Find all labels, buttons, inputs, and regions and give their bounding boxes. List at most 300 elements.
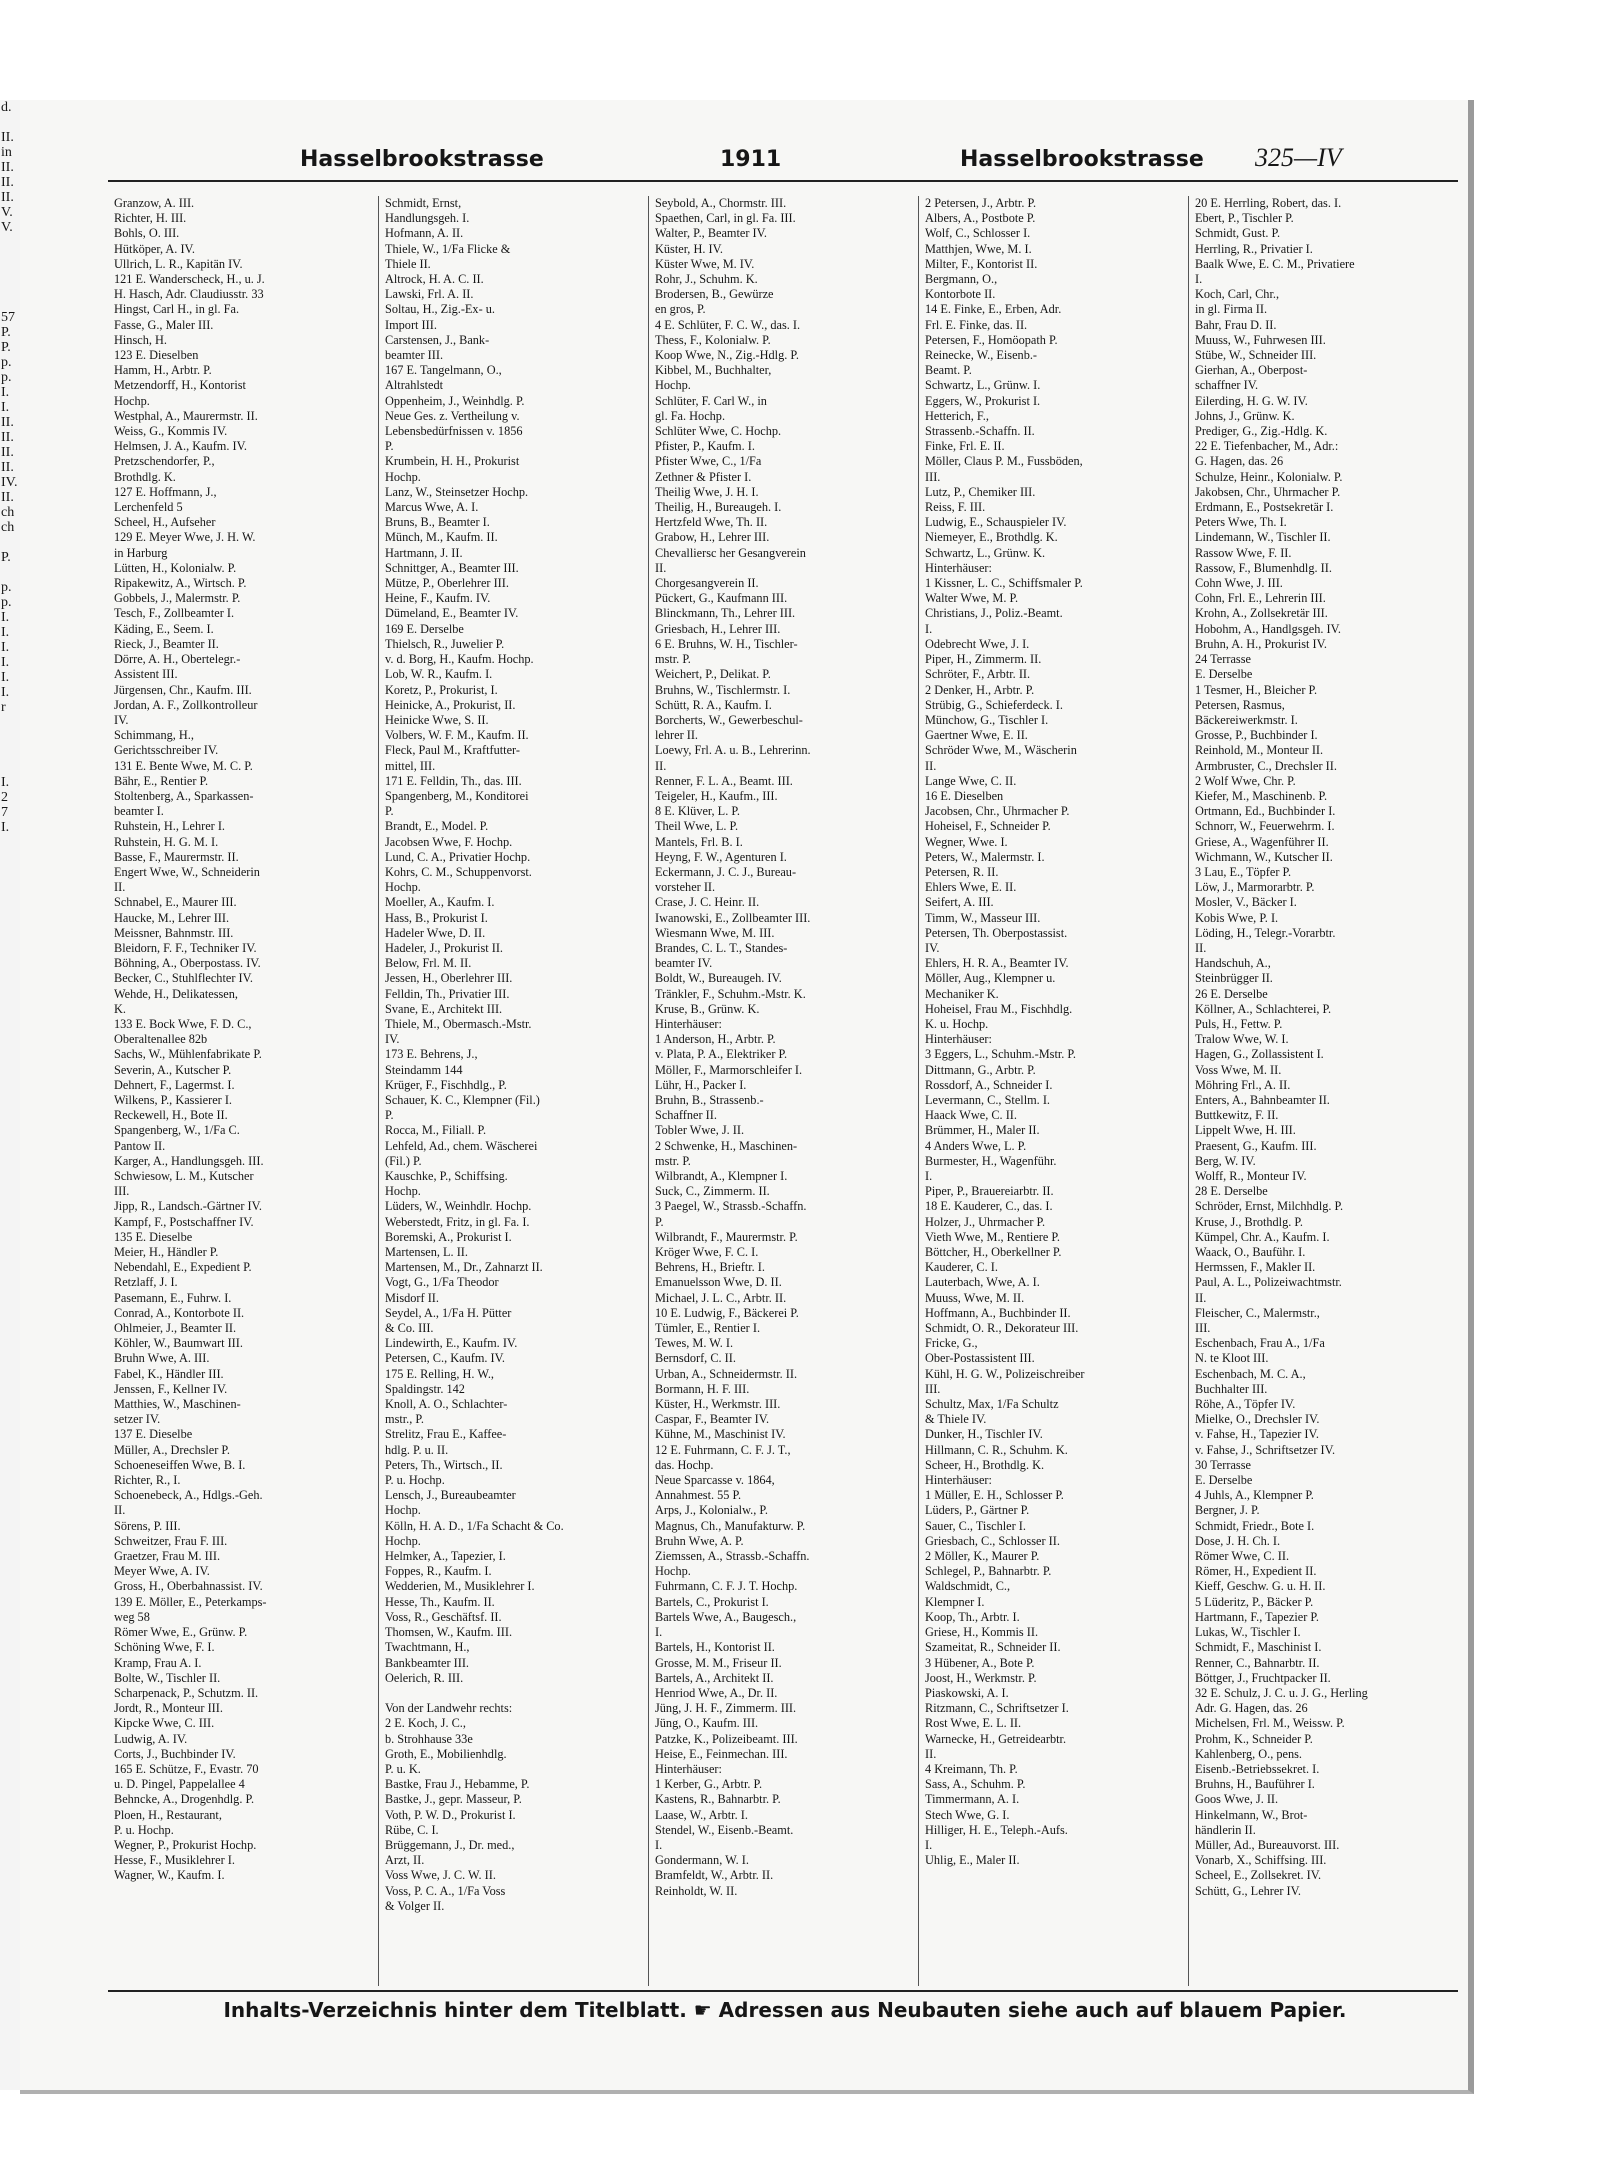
directory-entry-line: Schwartz, L., Grünw. K. [925, 545, 1046, 560]
directory-entry-line: IV. [925, 940, 940, 955]
directory-entry-line: Warnecke, H., Getreidearbtr. [925, 1731, 1067, 1746]
directory-entry-line: 173 E. Behrens, J., [385, 1047, 478, 1062]
directory-entry-line: P. u. Hochp. [114, 1822, 174, 1837]
directory-entry-line: Teigeler, H., Kaufm., III. [655, 788, 778, 803]
directory-entry-line: Fasse, G., Maler III. [114, 317, 214, 332]
adjacent-page-strip [0, 100, 22, 2090]
directory-entry-line: Böhning, A., Oberpostass. IV. [114, 956, 261, 971]
directory-entry-line: Küster, H., Werkmstr. III. [655, 1397, 781, 1412]
directory-entry-line: Muuss, W., Fuhrwesen III. [1195, 332, 1326, 347]
directory-entry-line: Hochp. [655, 378, 691, 393]
directory-entry-line: Griesbach, H., Lehrer III. [655, 621, 781, 636]
directory-entry-line: Bruhn Wwe, A. III. [114, 1351, 210, 1366]
directory-entry-line: Piper, P., Brauereiarbtr. II. [925, 1184, 1054, 1199]
directory-entry-line: Mechaniker K. [925, 986, 999, 1001]
adjacent-page-fragment: I. [1, 400, 10, 415]
directory-entry-line: Koch, Carl, Chr., [1195, 287, 1280, 302]
directory-entry-line: Hillmann, C. R., Schuhm. K. [925, 1442, 1068, 1457]
directory-entry-line: Frl. E. Finke, das. II. [925, 317, 1028, 332]
header-street-right: Hasselbrookstrasse [960, 147, 1204, 172]
directory-entry-line: Carstensen, J., Bank- [385, 332, 490, 347]
directory-entry-line: II. [655, 560, 667, 575]
directory-entry-line: Retzlaff, J. I. [114, 1275, 178, 1290]
directory-entry-line: I. [1195, 272, 1203, 287]
directory-entry-line: 2 Denker, H., Arbtr. P. [925, 682, 1035, 697]
directory-entry-line: Hinterhäuser: [925, 560, 992, 575]
directory-entry-line: II. [1195, 1290, 1207, 1305]
directory-entry-line: Matthjen, Wwe, M. I. [925, 241, 1032, 256]
directory-entry-line: Oelerich, R. III. [385, 1670, 464, 1685]
directory-entry-line: Bahr, Frau D. II. [1195, 317, 1277, 332]
directory-entry-line: Uhlig, E., Maler II. [925, 1853, 1020, 1868]
directory-entry-line: Schröder Wwe, M., Wäscherin [925, 743, 1077, 758]
directory-entry-line: Münchow, G., Tischler I. [925, 712, 1049, 727]
directory-entry-line: Pfister, P., Kaufm. I. [655, 439, 755, 454]
directory-entry-line: 2 Wolf Wwe, Chr. P. [1195, 773, 1296, 788]
directory-entry-line: Kieff, Geschw. G. u. H. II. [1195, 1579, 1326, 1594]
directory-entry-line: Schmidt, Gust. P. [1195, 226, 1281, 241]
directory-entry-line: Lühr, H., Packer I. [655, 1077, 747, 1092]
directory-entry-line: Weiss, G., Kommis IV. [114, 424, 228, 439]
directory-entry-line: händlerin II. [1195, 1822, 1256, 1837]
adjacent-page-fragment [0, 115, 20, 130]
adjacent-page-fragment [0, 235, 20, 250]
directory-entry-line: Altrock, H. A. C. II. [385, 272, 484, 287]
directory-entry-line: beamter III. [385, 348, 444, 363]
adjacent-page-fragment: V. [1, 205, 13, 220]
directory-entry-line: Schlegel, P., Bahnarbtr. P. [925, 1564, 1052, 1579]
directory-entry-line: Lob, W. R., Kaufm. I. [385, 667, 493, 682]
directory-entry-line: Severin, A., Kutscher P. [114, 1062, 232, 1077]
directory-entry-line: Krohn, A., Zollsekretär III. [1195, 606, 1328, 621]
directory-entry-line: P. [655, 1214, 664, 1229]
directory-entry-line: Kramp, Frau A. I. [114, 1655, 202, 1670]
directory-entry-line: Küster, H. IV. [655, 241, 723, 256]
directory-entry-line: Prediger, G., Zig.-Hdlg. K. [1195, 424, 1328, 439]
directory-entry-line: Grosse, M. M., Friseur II. [655, 1655, 782, 1670]
directory-entry-line: Hochp. [655, 1564, 691, 1579]
directory-entry-line: 129 E. Meyer Wwe, J. H. W. [114, 530, 256, 545]
directory-entry-line: Kohrs, C. M., Schuppenvorst. [385, 864, 532, 879]
directory-entry-line: Bastke, Frau J., Hebamme, P. [385, 1777, 530, 1792]
directory-entry-line: Eggers, W., Prokurist I. [925, 393, 1041, 408]
directory-column-4 [918, 196, 1188, 1986]
directory-entry-line: Hermssen, F., Makler II. [1195, 1260, 1316, 1275]
adjacent-page-fragment [0, 250, 20, 265]
directory-entry-line: Kampf, F., Postschaffner IV. [114, 1214, 254, 1229]
directory-entry-line: v. d. Borg, H., Kaufm. Hochp. [385, 652, 534, 667]
directory-entry-line: Thomsen, W., Kaufm. III. [385, 1625, 513, 1640]
directory-entry-line: II. [114, 1503, 126, 1518]
directory-entry-line: Westphal, A., Maurermstr. II. [114, 408, 258, 423]
directory-entry-line: III. [925, 469, 941, 484]
directory-entry-line: Strassenb.-Schaffn. II. [925, 424, 1035, 439]
adjacent-page-fragment: II. [1, 175, 14, 190]
directory-entry-line: Reckewell, H., Bote II. [114, 1108, 228, 1123]
directory-entry-line: Hertzfeld Wwe, Th. II. [655, 515, 768, 530]
directory-entry-line: Emanuelsson Wwe, D. II. [655, 1275, 782, 1290]
directory-entry-line: Gobbels, J., Malermstr. P. [114, 591, 241, 606]
directory-entry-line: Schwartz, L., Grünw. I. [925, 378, 1041, 393]
directory-entry-line: beamter I. [114, 804, 164, 819]
directory-entry-line: Steinbrügger II. [1195, 971, 1273, 986]
directory-entry-line: Rassow, F., Blumenhdlg. II. [1195, 560, 1332, 575]
directory-entry-line: Vieth Wwe, M., Rentiere P. [925, 1229, 1060, 1244]
directory-entry-line: Hartmann, F., Tapezier P. [1195, 1609, 1319, 1624]
directory-entry-line: Assistent III. [114, 667, 178, 682]
directory-entry-line: Schütt, R. A., Kaufm. I. [655, 697, 772, 712]
directory-entry-line: 2 Schwenke, H., Maschinen- [655, 1138, 798, 1153]
adjacent-page-fragment: I. [1, 610, 10, 625]
directory-entry-line: Römer, H., Expedient II. [1195, 1564, 1317, 1579]
directory-column-5 [1188, 196, 1458, 1986]
directory-entry-line: Ebert, P., Tischler P. [1195, 211, 1294, 226]
directory-entry-line: v. Plata, P. A., Elektriker P. [655, 1047, 788, 1062]
directory-entry-line: IV. [114, 712, 129, 727]
directory-entry-line: Heinicke Wwe, S. II. [385, 712, 489, 727]
adjacent-page-fragment: II. [1, 490, 14, 505]
directory-entry-line: Holzer, J., Uhrmacher P. [925, 1214, 1046, 1229]
directory-entry-line: Lanz, W., Steinsetzer Hochp. [385, 484, 529, 499]
directory-entry-line: Kümpel, Chr. A., Kaufm. I. [1195, 1229, 1330, 1244]
directory-entry-line: Kiefer, M., Maschinenb. P. [1195, 788, 1328, 803]
directory-entry-line: vorsteher II. [655, 880, 716, 895]
directory-entry-line: Cohn, Frl. E., Lehrerin III. [1195, 591, 1326, 606]
directory-column-1 [108, 196, 378, 1986]
directory-entry-line: Walter Wwe, M. P. [925, 591, 1019, 606]
directory-entry-line: Import III. [385, 317, 437, 332]
directory-entry-line: Stech Wwe, G. I. [925, 1807, 1010, 1822]
directory-entry-line: Wedderien, M., Musiklehrer I. [385, 1579, 535, 1594]
directory-entry-line: Schmidt, O. R., Dekorateur III. [925, 1321, 1079, 1336]
directory-entry-line: Schoeneseiffen Wwe, B. I. [114, 1457, 246, 1472]
directory-entry-line: Matthies, W., Maschinen- [114, 1397, 241, 1412]
directory-entry-line: III. [925, 1381, 941, 1396]
directory-entry-line: Küster Wwe, M. IV. [655, 256, 755, 271]
directory-entry-line: Henriod Wwe, A., Dr. II. [655, 1685, 778, 1700]
directory-entry-line: Möhring Frl., A. II. [1195, 1077, 1291, 1092]
directory-entry-line: hdlg. P. u. II. [385, 1442, 449, 1457]
directory-entry-line: Boremski, A., Prokurist I. [385, 1229, 512, 1244]
directory-entry-line: Meyer Wwe, A. IV. [114, 1564, 210, 1579]
directory-entry-line: Neue Sparcasse v. 1864, [655, 1473, 775, 1488]
directory-entry-line: Bartels Wwe, A., Baugesch., [655, 1609, 797, 1624]
directory-entry-line: Fricke, G., [925, 1336, 978, 1351]
directory-entry-line: Bruhns, H., Bauführer I. [1195, 1777, 1315, 1792]
directory-entry-line: Petersen, F., Homöopath P. [925, 332, 1058, 347]
directory-entry-line: Wagner, W., Kaufm. I. [114, 1868, 225, 1883]
directory-entry-line: Hinterhäuser: [655, 1761, 722, 1776]
directory-entry-line: 171 E. Felldin, Th., das. III. [385, 773, 522, 788]
directory-entry-line: E. Derselbe [1195, 1473, 1253, 1488]
directory-entry-line: Mosler, V., Bäcker I. [1195, 895, 1297, 910]
directory-entry-line: I. [925, 1837, 933, 1852]
directory-entry-line: Brüggemann, J., Dr. med., [385, 1837, 515, 1852]
directory-entry-line: Hinterhäuser: [925, 1032, 992, 1047]
directory-entry-line: Lund, C. A., Privatier Hochp. [385, 849, 531, 864]
directory-entry-line: 3 Paegel, W., Strassb.-Schaffn. [655, 1199, 807, 1214]
directory-entry-line: Gross, H., Oberbahnassist. IV. [114, 1579, 263, 1594]
directory-entry-line: Hilliger, H. E., Teleph.-Aufs. [925, 1822, 1068, 1837]
directory-entry-line: Hesse, Th., Kaufm. II. [385, 1594, 495, 1609]
directory-entry-line: Svane, E., Architekt III. [385, 1001, 503, 1016]
directory-entry-line: Albers, A., Postbote P. [925, 211, 1036, 226]
directory-entry-line: 133 E. Bock Wwe, F. D. C., [114, 1016, 252, 1031]
adjacent-page-fragment: I. [1, 820, 10, 835]
directory-entry-line: Schröder, Ernst, Milchhdlg. P. [1195, 1199, 1344, 1214]
directory-entry-line: Pantow II. [114, 1138, 166, 1153]
directory-entry-line: Finke, Frl. E. II. [925, 439, 1005, 454]
directory-entry-line: 131 E. Bente Wwe, M. C. P. [114, 758, 253, 773]
directory-entry-line: Hochp. [114, 393, 150, 408]
directory-entry-line: Dunker, H., Tischler IV. [925, 1427, 1043, 1442]
directory-entry-line: Urban, A., Schneidermstr. II. [655, 1366, 798, 1381]
directory-entry-line: Böttger, J., Fruchtpacker II. [1195, 1670, 1331, 1685]
directory-entry-line: Jenssen, F., Kellner IV. [114, 1381, 228, 1396]
directory-entry-line: Griese, A., Wagenführer II. [1195, 834, 1329, 849]
directory-entry-line: P. [385, 439, 394, 454]
directory-entry-line: 1 Müller, E. H., Schlosser P. [925, 1488, 1064, 1503]
directory-entry-line: 3 Lau, E., Töpfer P. [1195, 864, 1292, 879]
directory-entry-line: Löw, J., Marmorarbtr. P. [1195, 880, 1315, 895]
directory-entry-line: Schnabel, E., Maurer III. [114, 895, 237, 910]
directory-entry-line: Scheer, H., Brothdlg. K. [925, 1457, 1045, 1472]
directory-entry-line: Wilbrandt, A., Klempner I. [655, 1169, 788, 1183]
directory-entry-line: 28 E. Derselbe [1195, 1184, 1268, 1199]
directory-entry-line: Weberstedt, Fritz, in gl. Fa. I. [385, 1214, 530, 1229]
adjacent-page-fragment: p. [1, 370, 12, 385]
directory-entry-line: setzer IV. [114, 1412, 161, 1427]
adjacent-page-fragment: ch [1, 505, 15, 520]
directory-entry-line: 1 Anderson, H., Arbtr. P. [655, 1032, 776, 1047]
directory-entry-line: Krüger, F., Fischhdlg., P. [385, 1077, 507, 1092]
directory-entry-line: Ullrich, L. R., Kapitän IV. [114, 256, 243, 271]
directory-entry-line: Schnorr, W., Feuerwehrm. I. [1195, 819, 1335, 834]
directory-entry-line: Koretz, P., Prokurist, I. [385, 682, 498, 697]
directory-entry-line: K. [114, 1001, 126, 1016]
directory-entry-line: Schaffner II. [655, 1108, 717, 1123]
directory-entry-line: Köllner, A., Schlachterei, P. [1195, 1001, 1332, 1016]
directory-entry-line: II. [114, 880, 126, 895]
adjacent-page-fragment: I. [1, 640, 10, 655]
directory-entry-line: Loewy, Frl. A. u. B., Lehrerinn. [655, 743, 811, 758]
directory-entry-line: Mantels, Frl. B. I. [655, 834, 743, 849]
header-year: 1911 [720, 147, 782, 172]
directory-entry-line: Kahlenberg, O., pens. [1195, 1746, 1303, 1761]
directory-entry-line: Suck, C., Zimmerm. II. [655, 1184, 770, 1199]
directory-entry-line: Haack Wwe, C. II. [925, 1108, 1017, 1123]
directory-entry-line: Griesbach, C., Schlosser II. [925, 1533, 1060, 1548]
directory-entry-line: Möller, Aug., Klempner u. [925, 971, 1056, 986]
directory-entry-line: 22 E. Tiefenbacher, M., Adr.: [1195, 439, 1339, 454]
directory-entry-line: Felldin, Th., Privatier III. [385, 986, 510, 1001]
adjacent-page-fragment: V. [1, 220, 13, 235]
directory-entry-line: Hamm, H., Arbtr. P. [114, 363, 212, 378]
directory-entry-line: Wegner, Wwe. I. [925, 834, 1008, 849]
directory-entry-line: Scheel, H., Aufseher [114, 515, 216, 530]
directory-entry-line: Rost Wwe, E. L. II. [925, 1716, 1022, 1731]
adjacent-page-fragment: 57 [1, 310, 15, 325]
footer-rule [108, 1990, 1458, 1992]
directory-entry-line: 30 Terrasse [1195, 1457, 1251, 1472]
directory-entry-line: 2 E. Koch, J. C., [385, 1716, 466, 1731]
directory-entry-line: Hinsch, H. [114, 332, 167, 347]
directory-entry-line: Walter, P., Beamter IV. [655, 226, 768, 241]
directory-entry-line: Schwiesow, L. M., Kutscher [114, 1169, 254, 1183]
directory-entry-line: Vogt, G., 1/Fa Theodor [385, 1275, 499, 1290]
directory-entry-line: Dittmann, G., Arbtr. P. [925, 1062, 1036, 1077]
directory-entry-line: Mütze, P., Oberlehrer III. [385, 576, 509, 591]
directory-entry-line: Michelsen, Frl. M., Weissw. P. [1195, 1716, 1345, 1731]
directory-entry-line: Waldschmidt, C., [925, 1579, 1011, 1594]
directory-entry-line: Hesse, F., Musiklehrer I. [114, 1853, 235, 1868]
directory-entry-line: Bergner, J. P. [1195, 1503, 1260, 1518]
adjacent-page-fragment: II. [1, 460, 14, 475]
directory-entry-line: Crase, J. C. Heinr. II. [655, 895, 760, 910]
directory-entry-line: Fuhrmann, C. F. J. T. Hochp. [655, 1579, 798, 1594]
directory-entry-line: Eilerding, H. G. W. IV. [1195, 393, 1308, 408]
directory-entry-line: Ehlers Wwe, E. II. [925, 880, 1017, 895]
directory-entry-line: & Volger II. [385, 1898, 445, 1913]
adjacent-page-fragment: P. [1, 550, 11, 565]
directory-entry-line: Petersen, C., Kaufm. IV. [385, 1351, 505, 1366]
directory-entry-line: Kauderer, C. I. [925, 1260, 998, 1275]
adjacent-page-fragment: ch [1, 520, 15, 535]
directory-entry-line: Reinhold, M., Monteur II. [1195, 743, 1324, 758]
directory-entry-line: Spaethen, Carl, in gl. Fa. III. [655, 211, 796, 226]
directory-entry-line: Hoffmann, A., Buchbinder II. [925, 1305, 1071, 1320]
directory-entry-line: 137 E. Dieselbe [114, 1427, 193, 1442]
directory-entry-line: Brodersen, B., Gewürze [655, 287, 774, 302]
directory-entry-line: 165 E. Schütze, F., Evastr. 70 [114, 1761, 259, 1776]
directory-entry-line: Knoll, A. O., Schlachter- [385, 1397, 508, 1412]
directory-entry-line: Chevalliersc her Gesangverein [655, 545, 806, 560]
directory-entry-line: Tränkler, F., Schuhm.-Mstr. K. [655, 986, 806, 1001]
directory-entry-line: 18 E. Kauderer, C., das. I. [925, 1199, 1053, 1214]
adjacent-page-fragment: p. [1, 355, 12, 370]
directory-entry-line: Ludwig, A. IV. [114, 1731, 188, 1746]
directory-entry-line: H. Hasch, Adr. Claudiusstr. 33 [114, 287, 264, 302]
directory-entry-line: Waack, O., Bauführ. I. [1195, 1245, 1306, 1260]
directory-entry-line: Meier, H., Händler P. [114, 1245, 219, 1260]
directory-entry-line: Bastke, J., gepr. Masseur, P. [385, 1792, 522, 1807]
directory-entry-line: Enters, A., Bahnbeamter II. [1195, 1092, 1330, 1107]
directory-entry-line: Lutz, P., Chemiker III. [925, 484, 1036, 499]
directory-entry-line: Lerchenfeld 5 [114, 500, 183, 515]
directory-entry-line: Foppes, R., Kaufm. I. [385, 1564, 492, 1579]
directory-entry-line: Bohls, O. III. [114, 226, 180, 241]
directory-entry-line: Müller, Ad., Bureauvorst. III. [1195, 1837, 1340, 1852]
directory-entry-line: Rossdorf, A., Schneider I. [925, 1077, 1053, 1092]
directory-entry-line: Bernsdorf, C. II. [655, 1351, 736, 1366]
directory-entry-line: Lauterbach, Wwe, A. I. [925, 1275, 1040, 1290]
directory-entry-line: Hartmann, J. II. [385, 545, 463, 560]
adjacent-page-fragment [0, 715, 20, 730]
directory-entry-line: Voss, P. C. A., 1/Fa Voss [385, 1883, 506, 1898]
directory-entry-line: Michael, J. L. C., Arbtr. II. [655, 1290, 787, 1305]
directory-entry-line: 121 E. Wanderscheck, H., u. J. [114, 272, 265, 287]
directory-entry-line: Jacobsen, Chr., Uhrmacher P. [925, 804, 1070, 819]
adjacent-page-fragment: r [1, 700, 6, 715]
directory-entry-line: v. Fahse, H., Tapezier IV. [1195, 1427, 1319, 1442]
directory-entry-line: Ortmann, Ed., Buchbinder I. [1195, 804, 1336, 819]
directory-entry-line: Klempner I. [925, 1594, 985, 1609]
directory-entry-line: Rocca, M., Filiall. P. [385, 1123, 487, 1138]
directory-column-2 [378, 196, 648, 1986]
directory-entry-line: Nebendahl, E., Expedient P. [114, 1260, 252, 1275]
directory-entry-line: Haucke, M., Lehrer III. [114, 910, 230, 925]
directory-entry-line: 127 E. Hoffmann, J., [114, 484, 217, 499]
directory-entry-line: Dörre, A. H., Obertelegr.- [114, 652, 241, 667]
directory-entry-line: Wilkens, P., Kassierer I. [114, 1092, 233, 1107]
directory-entry-line: Kröger Wwe, F. C. I. [655, 1245, 759, 1260]
directory-entry-line: 6 E. Bruhns, W. H., Tischler- [655, 636, 798, 651]
directory-entry-line: Beamt. P. [925, 363, 972, 378]
directory-entry-line: Sass, A., Schuhm. P. [925, 1777, 1026, 1792]
adjacent-page-fragment: II. [1, 430, 14, 445]
directory-entry-line: Lange Wwe, C. II. [925, 773, 1017, 788]
directory-entry-line: Ruhstein, H. G. M. I. [114, 834, 219, 849]
directory-entry-line: Bartels, H., Kontorist II. [655, 1640, 775, 1655]
directory-entry-line: Pfister Wwe, C., 1/Fa [655, 454, 762, 469]
directory-entry-line: Theil Wwe, L. P. [655, 819, 739, 834]
directory-entry-line: Hetterich, F., [925, 408, 989, 423]
directory-entry-line: Lehfeld, Ad., chem. Wäscherei [385, 1138, 538, 1153]
directory-entry-line: Levermann, C., Stellm. I. [925, 1092, 1050, 1107]
directory-entry-line: Käding, E., Seem. I. [114, 621, 214, 636]
directory-entry-line: Möller, F., Marmorschleifer I. [655, 1062, 803, 1077]
directory-entry-line: Von der Landwehr rechts: [385, 1701, 513, 1716]
directory-entry-line: Voss, R., Geschäftsf. II. [385, 1609, 502, 1624]
directory-entry-line: Rassow Wwe, F. II. [1195, 545, 1292, 560]
directory-entry-line: Reinholdt, W. II. [655, 1883, 738, 1898]
directory-entry-line: Sachs, W., Mühlenfabrikate P. [114, 1047, 262, 1062]
adjacent-page-fragment [0, 535, 20, 550]
directory-entry-line: Sauer, C., Tischler I. [925, 1518, 1026, 1533]
directory-entry-line: Reinecke, W., Eisenb.- [925, 348, 1038, 363]
directory-entry-line: Heise, E., Feinmechan. III. [655, 1746, 788, 1761]
directory-entry-line: Prohm, K., Schneider P. [1195, 1731, 1313, 1746]
directory-entry-line: Bähr, E., Rentier P. [114, 773, 209, 788]
directory-entry-line: Bruhn, B., Strassenb.- [655, 1092, 764, 1107]
directory-entry-line: Richter, R., I. [114, 1473, 181, 1488]
header-rule [108, 180, 1458, 182]
directory-entry-line: Cohn Wwe, J. III. [1195, 576, 1283, 591]
directory-entry-line: Eschenbach, Frau A., 1/Fa [1195, 1336, 1325, 1351]
directory-entry-line: Röhe, A., Töpfer IV. [1195, 1397, 1296, 1412]
directory-entry-line: Lindemann, W., Tischler II. [1195, 530, 1331, 545]
directory-entry-line: Milter, F., Kontorist II. [925, 256, 1038, 271]
directory-entry-line: Gerichtsschreiber IV. [114, 743, 219, 758]
adjacent-page-fragment: I. [1, 685, 10, 700]
directory-entry-line: Wilbrandt, F., Maurermstr. P. [655, 1229, 798, 1244]
directory-entry-line: 8 E. Klüver, L. P. [655, 804, 740, 819]
directory-entry-line: Kauschke, P., Schiffsing. [385, 1169, 508, 1183]
directory-entry-line: 20 E. Herrling, Robert, das. I. [1195, 196, 1342, 210]
directory-entry-line: Schmidt, F., Maschinist I. [1195, 1640, 1322, 1655]
directory-entry-line: E. Derselbe [1195, 667, 1253, 682]
directory-entry-line: Müller, A., Drechsler P. [114, 1442, 230, 1457]
adjacent-page-fragment: I. [1, 655, 10, 670]
directory-entry-line: N. te Kloot III. [1195, 1351, 1269, 1366]
directory-entry-line: 1 Tesmer, H., Bleicher P. [1195, 682, 1318, 697]
adjacent-page-fragment: p. [1, 595, 12, 610]
directory-entry-line: Niemeyer, E., Brothdlg. K. [925, 530, 1058, 545]
directory-entry-line: Lensch, J., Bureaubeamter [385, 1488, 516, 1503]
directory-entry-line: Zethner & Pfister I. [655, 469, 752, 484]
directory-entry-line: Peters, W., Malermstr. I. [925, 849, 1045, 864]
directory-entry-line: lehrer II. [655, 728, 699, 743]
